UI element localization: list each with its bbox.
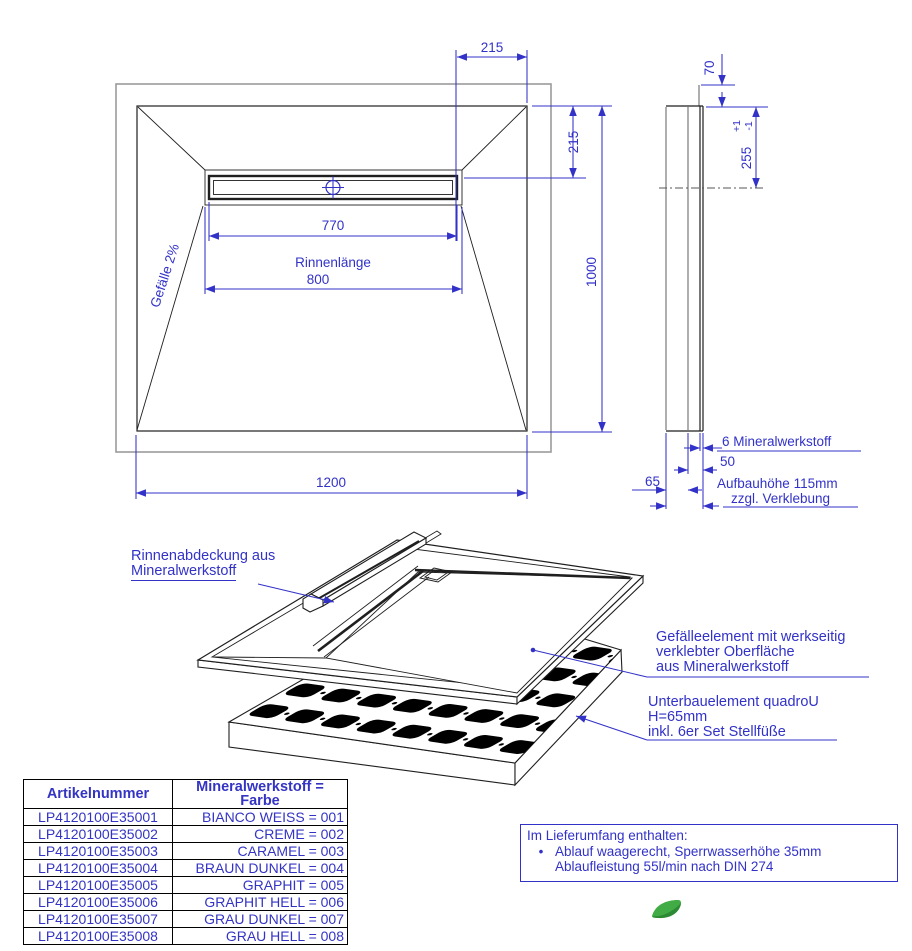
article-number: LP4120100E35008 bbox=[24, 928, 173, 945]
table-row bbox=[24, 860, 348, 877]
table-row bbox=[24, 809, 348, 826]
dim-215-right: 215 bbox=[566, 130, 581, 154]
article-number: LP4120100E35003 bbox=[24, 843, 173, 860]
article-number: LP4120100E35001 bbox=[24, 809, 173, 826]
delivery-contents-box bbox=[520, 824, 898, 882]
note-build-height: Aufbauhöhe 115mm bbox=[717, 476, 838, 491]
dim-800: 800 bbox=[306, 272, 330, 287]
base-label-line1: Unterbauelement quadroU bbox=[648, 694, 819, 710]
dim-255: 255 bbox=[739, 146, 754, 170]
color-code: GRAU HELL = 008 bbox=[173, 928, 348, 945]
slope-label-line3: aus Mineralwerkstoff bbox=[656, 659, 789, 675]
article-number-table bbox=[23, 779, 348, 945]
tolerance-minus: -1 bbox=[743, 121, 755, 131]
cover-label-line2: Mineralwerkstoff bbox=[131, 563, 237, 579]
dim-65: 65 bbox=[644, 474, 660, 489]
delivery-line1: Ablauf waagerecht, Sperrwasserhöhe 35mm bbox=[555, 843, 822, 859]
note-mineral-layer: 6 Mineralwerkstoff bbox=[722, 434, 832, 449]
article-number: LP4120100E35007 bbox=[24, 911, 173, 928]
plan-view bbox=[116, 40, 612, 499]
color-code: BRAUN DUNKEL = 004 bbox=[173, 860, 348, 877]
cover-label-line1: Rinnenabdeckung aus bbox=[131, 548, 276, 564]
color-code: CARAMEL = 003 bbox=[173, 843, 348, 860]
dim-215-top: 215 bbox=[480, 40, 504, 55]
dim-70: 70 bbox=[702, 60, 717, 76]
article-number: LP4120100E35004 bbox=[24, 860, 173, 877]
color-code: GRAU DUNKEL = 007 bbox=[173, 911, 348, 928]
base-label-line3: inkl. 6er Set Stellfüße bbox=[648, 724, 786, 740]
bullet-icon: • bbox=[538, 843, 544, 859]
dim-50: 50 bbox=[720, 454, 736, 469]
drain-symbol bbox=[322, 177, 344, 199]
channel-length-label: Rinnenlänge bbox=[295, 255, 371, 270]
table-row bbox=[24, 843, 348, 860]
table-row bbox=[24, 826, 348, 843]
color-code: GRAPHIT HELL = 006 bbox=[173, 894, 348, 911]
delivery-title: Im Lieferumfang enthalten: bbox=[527, 828, 688, 843]
dim-770: 770 bbox=[321, 218, 345, 233]
table-row bbox=[24, 877, 348, 894]
slope-2-percent-label: Gefälle 2% bbox=[147, 241, 183, 310]
table-row bbox=[24, 894, 348, 911]
color-code: BIANCO WEISS = 001 bbox=[173, 809, 348, 826]
tolerance-plus: +1 bbox=[731, 120, 743, 132]
eco-leaf-icon bbox=[652, 900, 681, 918]
slope-label-line2: verklebter Oberfläche bbox=[656, 644, 795, 660]
dim-1000: 1000 bbox=[584, 256, 599, 288]
slope-label-line1: Gefälleelement mit werkseitig bbox=[656, 629, 846, 645]
delivery-line2: Ablaufleistung 55l/min nach DIN 274 bbox=[555, 859, 774, 874]
article-number: LP4120100E35002 bbox=[24, 826, 173, 843]
article-number: LP4120100E35006 bbox=[24, 894, 173, 911]
color-code: GRAPHIT = 005 bbox=[173, 877, 348, 894]
table-header-row bbox=[24, 780, 348, 809]
dim-1200: 1200 bbox=[315, 475, 347, 490]
color-code: CREME = 002 bbox=[173, 826, 348, 843]
base-element-label bbox=[648, 695, 819, 740]
side-section-view bbox=[632, 54, 861, 509]
note-glue: zzgl. Verklebung bbox=[731, 491, 831, 506]
header-material-color: Mineralwerkstoff = Farbe bbox=[173, 780, 348, 809]
base-label-line2: H=65mm bbox=[648, 709, 708, 725]
cover-label bbox=[131, 549, 275, 581]
table-row bbox=[24, 911, 348, 928]
slope-element-label bbox=[656, 630, 845, 675]
article-number: LP4120100E35005 bbox=[24, 877, 173, 894]
table-row bbox=[24, 928, 348, 945]
header-article-number: Artikelnummer bbox=[24, 780, 173, 809]
base-leader-line bbox=[576, 716, 647, 740]
